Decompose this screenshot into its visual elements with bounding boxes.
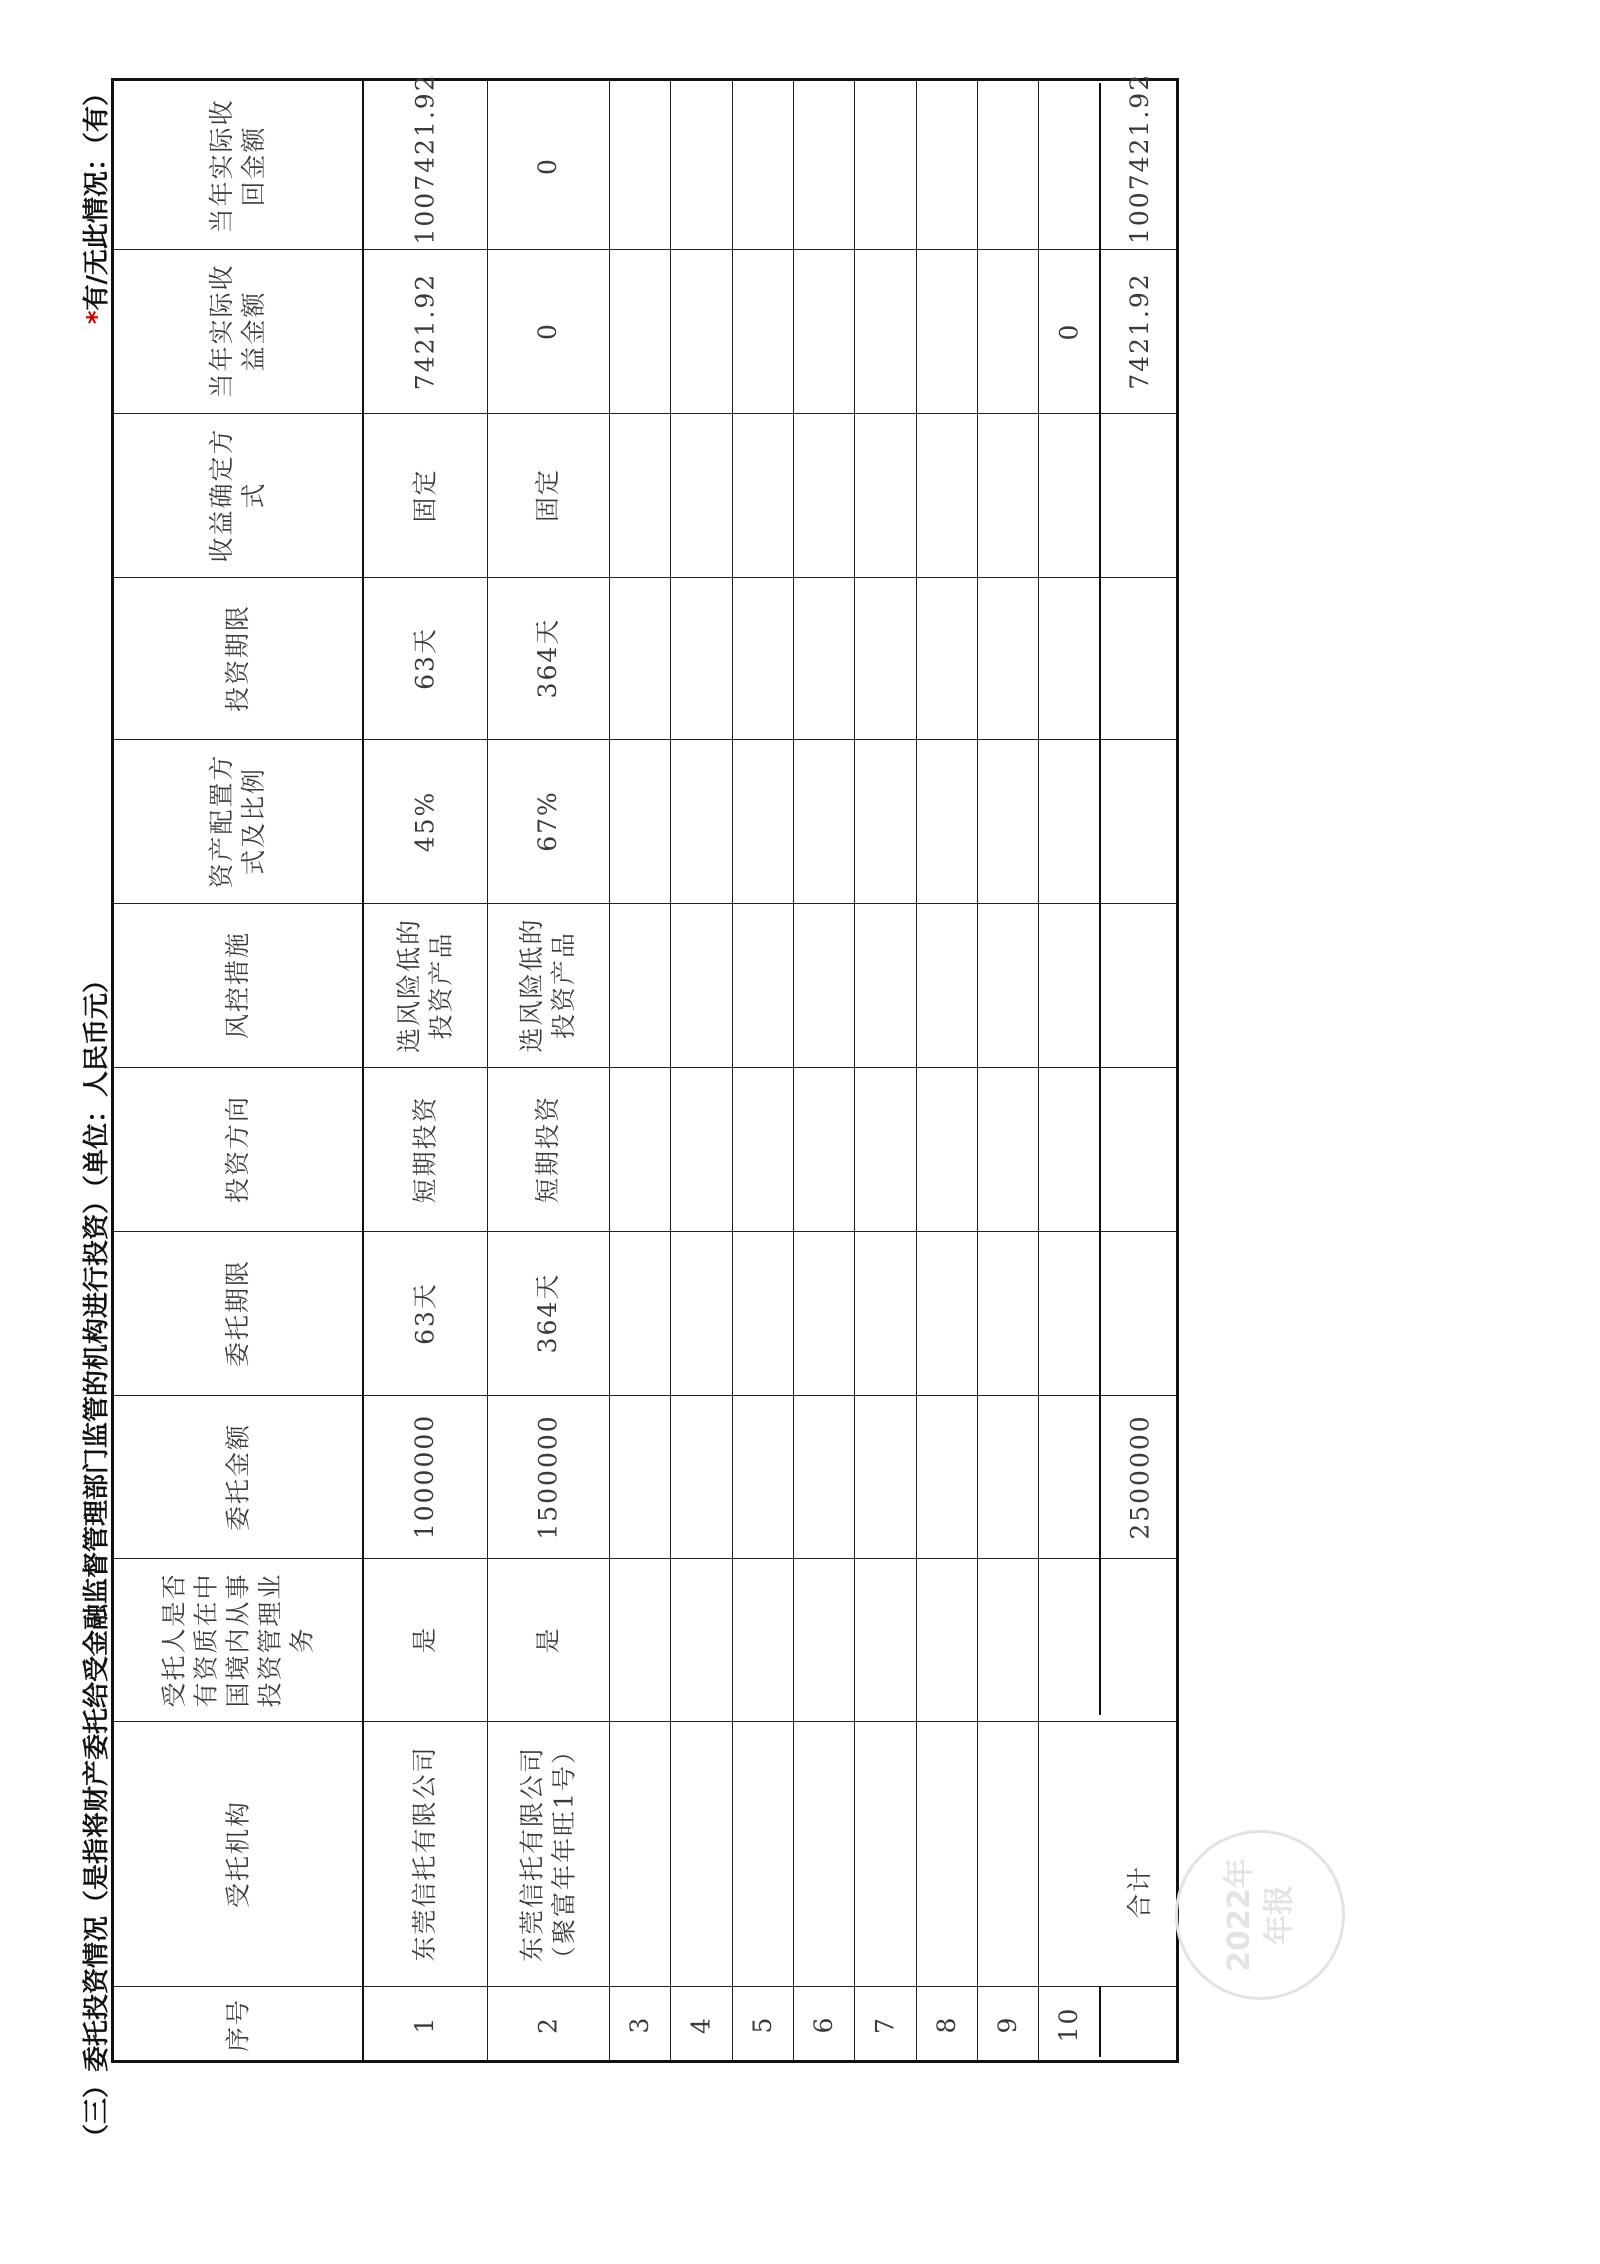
header-seq-text: 序号: [223, 1997, 252, 2052]
row-1-risk: [362, 903, 487, 1067]
total-actual-recovery: [1099, 72, 1181, 249]
grid-line: [732, 81, 733, 2060]
total-actual-recovery-text: 1007421.92: [1125, 72, 1154, 244]
row-1-trustee-text: 东莞信托有限公司: [409, 1745, 439, 1962]
row-2-amount-text: 1500000: [533, 1413, 562, 1540]
grid-line: [854, 81, 855, 2060]
row-2-seq-text: 2: [533, 2015, 562, 2034]
row-10-seq-text: 10: [1053, 2006, 1083, 2043]
header-trustee-text: 受托机构: [223, 1799, 252, 1908]
header-allocation-text: 资产配置方式及比例: [207, 753, 268, 889]
row-1-amount-text: 1000000: [409, 1413, 439, 1540]
row-10-actual_income: [1038, 249, 1099, 413]
header-amount-text: 委托金额: [223, 1422, 252, 1531]
header-direction: [114, 1067, 362, 1231]
header-entrust_term: [114, 1231, 362, 1395]
header-entrust_term-text: 委托期限: [223, 1259, 252, 1368]
grid-line: [977, 81, 978, 2060]
row-4-seq: [670, 1986, 732, 2063]
row-2-invest_term-text: 364天: [533, 617, 562, 699]
row-1-qualified-text: 是: [409, 1626, 439, 1654]
status-indicator: [76, 80, 113, 324]
row-1-actual_income-text: 7421.92: [409, 272, 439, 390]
row-2-invest_term: [487, 577, 609, 739]
row-1-entrust_term: [362, 1231, 487, 1395]
row-2-entrust_term: [487, 1231, 609, 1395]
table-title: （三）委托投资情况（是指将财产委托给受金融监督管理部门监管的机构进行投资）（单位：人民币元）: [81, 966, 112, 2150]
row-2-seq: [487, 1986, 609, 2063]
row-1-seq-text: 1: [409, 2015, 439, 2034]
row-2-qualified-text: 是: [533, 1626, 562, 1654]
row-2-direction: [487, 1067, 609, 1231]
row-1-invest_term: [362, 577, 487, 739]
total-label: [1099, 1721, 1181, 2063]
row-8-seq-text: 8: [931, 2015, 961, 2034]
row-2-direction-text: 短期投资: [533, 1095, 562, 1204]
stamp-label: 年报: [1262, 1885, 1297, 1945]
row-5-seq-text: 5: [747, 2015, 777, 2034]
row-2-allocation-text: 67%: [533, 790, 562, 852]
header-qualified-text: 受托人是否有资质在中国境内从事投资管理业务: [159, 1572, 316, 1708]
row-2-actual_recovery-text: 0: [533, 157, 562, 175]
header-seq: [114, 1986, 362, 2063]
header-actual_recovery-text: 当年实际收回金额: [207, 98, 268, 234]
row-1-direction: [362, 1067, 487, 1231]
row-1-allocation-text: 45%: [409, 790, 439, 852]
total-label-text: 合计: [1125, 1865, 1154, 1920]
header-allocation: [114, 739, 362, 903]
header-trustee: [114, 1721, 362, 1986]
row-3-seq-text: 3: [624, 2015, 654, 2034]
header-actual_recovery: [114, 83, 362, 249]
header-invest_term-text: 投资期限: [223, 604, 252, 713]
header-actual_income-text: 当年实际收益金额: [207, 263, 268, 399]
row-2-entrust_term-text: 364天: [533, 1272, 562, 1354]
row-2-actual_recovery: [487, 83, 609, 249]
header-risk: [114, 903, 362, 1067]
row-2-risk-text: 选风险低的投资产品: [517, 917, 578, 1053]
grid-line: [916, 81, 917, 2060]
header-amount: [114, 1395, 362, 1558]
row-2-trustee: [487, 1721, 609, 1986]
row-2-amount: [487, 1395, 609, 1558]
header-risk-text: 风控措施: [223, 931, 252, 1040]
total-actual-income-text: 7421.92: [1125, 272, 1154, 390]
row-10-actual_income-text: 0: [1053, 322, 1083, 340]
row-6-seq-text: 6: [808, 2015, 838, 2034]
row-8-seq: [916, 1986, 977, 2063]
header-income_method-text: 收益确定方式: [207, 427, 268, 563]
row-4-seq-text: 4: [686, 2015, 715, 2034]
total-amount: [1099, 1395, 1181, 1558]
annual-report-stamp: [1175, 1830, 1345, 2000]
row-2-allocation: [487, 739, 609, 903]
header-invest_term: [114, 577, 362, 739]
row-1-income_method-text: 固定: [409, 468, 439, 523]
row-1-trustee: [362, 1721, 487, 1986]
row-1-direction-text: 短期投资: [409, 1095, 439, 1204]
header-direction-text: 投资方向: [223, 1095, 252, 1204]
status-text: 有/无此情况：（有）: [81, 80, 112, 311]
row-7-seq: [854, 1986, 916, 2063]
row-7-seq-text: 7: [870, 2015, 899, 2034]
row-1-entrust_term-text: 63天: [409, 1281, 439, 1345]
stamp-year: 2022年: [1222, 1858, 1257, 1972]
row-9-seq: [977, 1986, 1038, 2063]
row-9-seq-text: 9: [992, 2015, 1022, 2034]
row-1-invest_term-text: 63天: [409, 626, 439, 690]
row-2-income_method-text: 固定: [533, 468, 562, 523]
row-1-actual_recovery-text: 1007421.92: [409, 72, 439, 244]
row-2-income_method: [487, 413, 609, 577]
row-1-qualified: [362, 1558, 487, 1721]
grid-line: [670, 81, 671, 2060]
row-3-seq: [609, 1986, 670, 2063]
row-1-income_method: [362, 413, 487, 577]
row-2-risk: [487, 903, 609, 1067]
grid-line: [793, 81, 794, 2060]
total-amount-text: 2500000: [1125, 1413, 1154, 1540]
row-1-amount: [362, 1395, 487, 1558]
row-1-actual_recovery: [362, 72, 487, 249]
row-1-actual_income: [362, 249, 487, 413]
header-qualified: [114, 1558, 362, 1721]
total-actual-income: [1099, 249, 1181, 413]
row-1-allocation: [362, 739, 487, 903]
required-star: *: [81, 310, 112, 325]
investment-table: [111, 72, 1179, 2063]
row-2-actual_income-text: 0: [533, 322, 562, 340]
row-1-seq: [362, 1986, 487, 2063]
row-2-actual_income: [487, 249, 609, 413]
page-header: [74, 80, 114, 2150]
row-2-trustee-text: 东莞信托有限公司（聚富年年旺1号）: [517, 1736, 578, 1971]
row-5-seq: [732, 1986, 793, 2063]
header-income_method: [114, 413, 362, 577]
row-10-seq: [1038, 1986, 1099, 2063]
row-6-seq: [793, 1986, 854, 2063]
header-actual_income: [114, 249, 362, 413]
row-2-qualified: [487, 1558, 609, 1721]
row-1-risk-text: 选风险低的投资产品: [393, 917, 455, 1053]
